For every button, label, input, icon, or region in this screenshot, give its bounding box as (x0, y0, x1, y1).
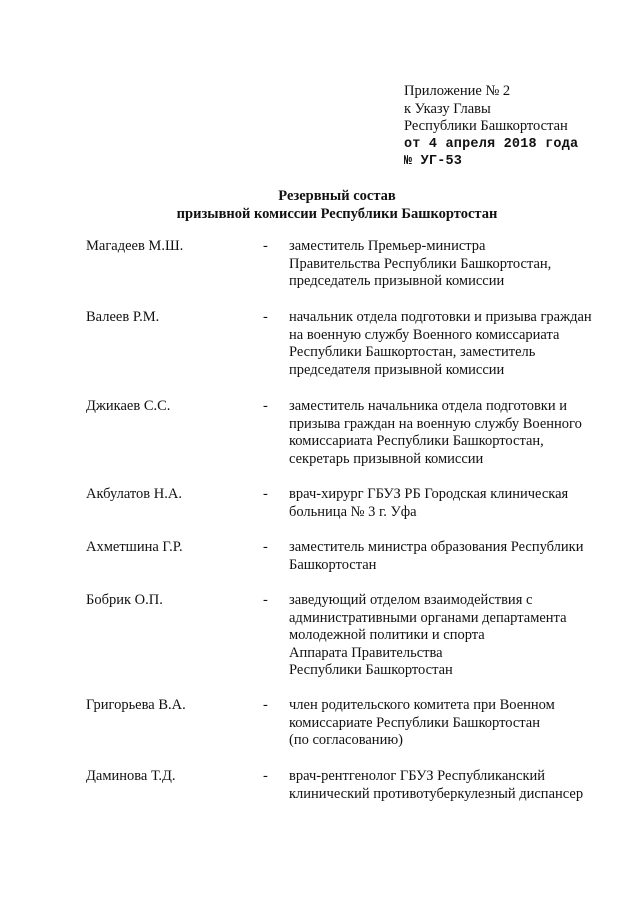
position-line: Республики Башкортостан (289, 662, 453, 678)
position-line: член родительского комитета при Военном (289, 697, 555, 713)
member-position (289, 238, 551, 291)
position-line: Правительства Республики Башкортостан, (289, 255, 552, 272)
appendix-line: Приложение № 2 (404, 83, 511, 99)
position-line: комиссариата Республики Башкортостан, (289, 433, 544, 449)
member-name: Джикаев С.С. (86, 398, 171, 414)
member-name: Валеев Р.М. (86, 309, 160, 325)
member-position (289, 398, 582, 468)
position-line: заместитель министра образования Республики (289, 539, 584, 555)
position-line: молодежной политики и спорта (289, 627, 485, 643)
position-line: (по согласованию) (289, 732, 403, 748)
member-name: Ахметшина Г.Р. (86, 539, 183, 555)
position-line: Республики Башкортостан, заместитель (289, 344, 536, 360)
member-name: Магадеев М.Ш. (86, 238, 184, 254)
appendix-date: от 4 апреля 2018 года (404, 136, 579, 152)
position-line: председатель призывной комиссии (289, 273, 505, 289)
position-line: административными органами департамента (289, 609, 567, 626)
member-position (289, 768, 583, 803)
member-dash: - (263, 238, 268, 254)
position-line: Башкортостан (289, 556, 377, 573)
position-line: комиссариате Республики Башкортостан (289, 714, 540, 731)
member-name: Григорьева В.А. (86, 697, 186, 713)
appendix-line: Республики Башкортостан (404, 118, 568, 134)
position-line: врач-хирург ГБУЗ РБ Городская клиническая (289, 486, 569, 502)
position-line: Аппарата Правительства (289, 644, 443, 661)
member-position (289, 697, 555, 750)
document-title (0, 188, 640, 223)
position-line: председателя призывной комиссии (289, 361, 505, 378)
position-line: заместитель начальника отдела подготовки и (289, 398, 567, 414)
member-position (289, 592, 567, 680)
member-name: Даминова Т.Д. (86, 768, 176, 784)
title-line-1: Резервный состав (278, 188, 396, 204)
position-line: на военную службу Военного комиссариата (289, 326, 560, 343)
position-line: призыва граждан на военную службу Военного (289, 415, 582, 432)
position-line: клинический противотуберкулезный диспансер (289, 785, 584, 802)
member-dash: - (263, 309, 268, 325)
member-dash: - (263, 697, 268, 713)
appendix-header (404, 83, 578, 171)
appendix-line: к Указу Главы (404, 100, 491, 117)
title-line-2: призывной комиссии Республики Башкортостан (176, 205, 498, 222)
position-line: заведующий отделом взаимодействия с (289, 592, 533, 608)
member-dash: - (263, 398, 268, 414)
member-position (289, 539, 583, 574)
position-line: больница № 3 г. Уфа (289, 503, 417, 520)
member-position (289, 309, 592, 379)
position-line: секретарь призывной комиссии (289, 450, 484, 467)
position-line: заместитель Премьер-министра (289, 238, 486, 254)
member-dash: - (263, 592, 268, 608)
position-line: врач-рентгенолог ГБУЗ Республиканский (289, 768, 546, 784)
appendix-number: № УГ-53 (404, 154, 463, 169)
member-position (289, 486, 568, 521)
member-dash: - (263, 539, 268, 555)
member-name: Акбулатов Н.А. (86, 486, 182, 502)
member-dash: - (263, 486, 268, 502)
member-name: Бобрик О.П. (86, 592, 163, 608)
member-dash: - (263, 768, 268, 784)
position-line: начальник отдела подготовки и призыва граждан (289, 309, 592, 325)
